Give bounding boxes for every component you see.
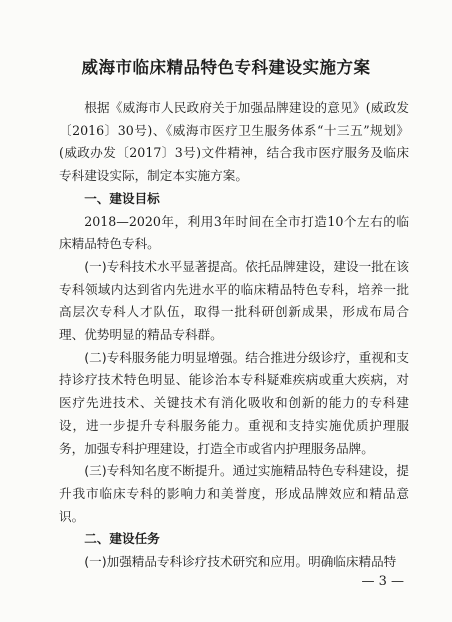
page-title: 威海市临床精品特色专科建设实施方案 — [81, 58, 371, 77]
item-text: 依托品牌建设，建设一批在该专科领域内达到省内先进水平的临床精品特色专科，培养一批高层次专科人才队伍，取得一批科研创新成果，形成布局合理、优势明显的精品专科群。 — [59, 258, 410, 343]
item-lead: (三)专科知名度不断提升。 — [84, 463, 233, 479]
goal-item — [59, 460, 409, 528]
item-text: 结合推进分级诊疗，重视和支持诊疗技术特色明显、能诊治本专科疑难疾病或重大疾病，对医疗先进技术、关键技术有消化吸收和创新的能力的专科建设，进一步提升专科服务能力。重视和支持实施优质护理服务，加强专科护理建设，打造全市或省内护理服务品牌。 — [59, 349, 410, 456]
item-text: 通过实施精品特色专科建设，提升我市临床专科的影响力和美誉度，形成品牌效应和精品意识。 — [59, 463, 410, 524]
item-lead: (一)专科技术水平显著提高。 — [84, 258, 246, 274]
document-body — [59, 97, 409, 574]
section-heading: 一、建设目标 — [84, 190, 160, 206]
item-text: 明确临床精品特 — [308, 554, 397, 570]
goal-item — [59, 256, 409, 347]
intro-paragraph: 根据《威海市人民政府关于加强品牌建设的意见》(威政发〔2016〕30号)、《威海市医疗卫生服务体系“十三五”规划》(威政办发〔2017〕3号)文件精神，结合我市医疗服务及临床专科建设实际，制定本实施方案。 — [59, 100, 409, 184]
item-lead: (一)加强精品专科诊疗技术研究和应用。 — [84, 554, 309, 570]
task-item — [59, 551, 409, 574]
page-number: — 3 — — [361, 574, 404, 589]
section-heading: 二、建设任务 — [84, 531, 160, 547]
item-lead: (二)专科服务能力明显增强。 — [84, 349, 246, 365]
goal-item — [59, 347, 409, 461]
goal-paragraph: 2018—2020年，利用3年时间在全市打造10个左右的临床精品特色专科。 — [59, 213, 409, 252]
